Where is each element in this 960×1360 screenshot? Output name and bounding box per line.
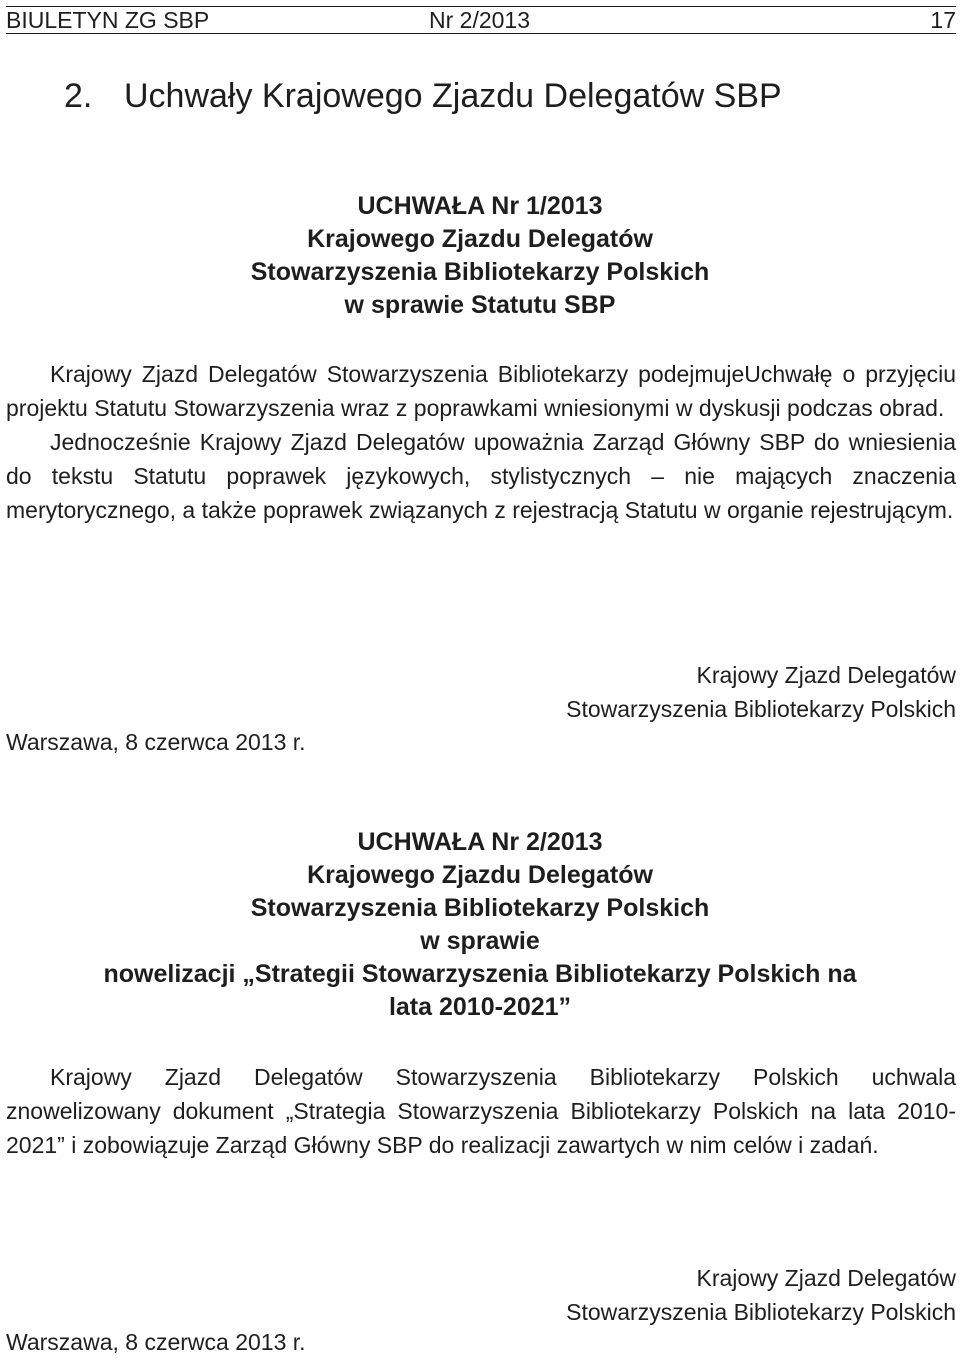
journal-title: BIULETYN ZG SBP <box>6 7 210 33</box>
resolution-2-heading <box>0 826 960 1024</box>
heading-line: UCHWAŁA Nr 1/2013 <box>357 192 603 220</box>
issue-number: Nr 2/2013 <box>429 7 531 33</box>
heading-line: UCHWAŁA Nr 2/2013 <box>357 828 603 856</box>
heading-line: Krajowego Zjazdu Delegatów <box>307 225 653 253</box>
page-number: 17 <box>930 7 956 33</box>
resolution-2-body <box>6 1060 956 1162</box>
signature-line: Stowarzyszenia Bibliotekarzy Polskich <box>566 696 956 722</box>
section-title-text: Uchwały Krajowego Zjazdu Delegatów SBP <box>124 77 782 115</box>
signature-line: Stowarzyszenia Bibliotekarzy Polskich <box>566 1299 956 1325</box>
heading-line: Krajowego Zjazdu Delegatów <box>307 861 653 889</box>
heading-line: Stowarzyszenia Bibliotekarzy Polskich <box>250 894 710 922</box>
resolution-2-place-date: Warszawa, 8 czerwca 2013 r. <box>6 1329 306 1355</box>
heading-line: w sprawie Statutu SBP <box>344 291 616 319</box>
resolution-1-place-date: Warszawa, 8 czerwca 2013 r. <box>6 729 306 755</box>
section-title <box>64 74 782 118</box>
body-paragraph: Jednocześnie Krajowy Zjazd Delegatów upoważnia Zarząd Główny SBP do wniesienia do tekstu Statutu poprawek językowych, stylistycznych – nie mających znaczenia merytorycznego, a także poprawek związanych z rejestracją Statutu w organie rejestrującym. <box>6 429 956 523</box>
resolution-1-signature <box>566 658 956 726</box>
heading-line: w sprawie <box>420 927 540 955</box>
signature-line: Krajowy Zjazd Delegatów <box>696 662 956 688</box>
body-paragraph: Krajowy Zjazd Delegatów Stowarzyszenia Bibliotekarzy Polskich uchwala znowelizowany dokument „Strategia Stowarzyszenia Bibliotekarzy Polskich na lata 2010-2021” i zobowiązuje Zarząd Główny SBP do realizacji zawartych w nim celów i zadań. <box>6 1064 956 1158</box>
resolution-1-body <box>6 357 956 527</box>
resolution-1-heading <box>0 190 960 322</box>
heading-line: nowelizacji „Strategii Stowarzyszenia Bibliotekarzy Polskich na <box>103 960 857 988</box>
heading-line: Stowarzyszenia Bibliotekarzy Polskich <box>250 258 710 286</box>
resolution-2-signature <box>566 1261 956 1329</box>
signature-line: Krajowy Zjazd Delegatów <box>696 1265 956 1291</box>
running-header <box>6 6 956 34</box>
heading-line: lata 2010-2021” <box>388 993 572 1021</box>
body-paragraph: Krajowy Zjazd Delegatów Stowarzyszenia Bibliotekarzy podejmujeUchwałę o przyjęciu projektu Statutu Stowarzyszenia wraz z poprawkami wniesionymi w dyskusji podczas obrad. <box>6 361 956 421</box>
section-number: 2. <box>64 77 93 115</box>
